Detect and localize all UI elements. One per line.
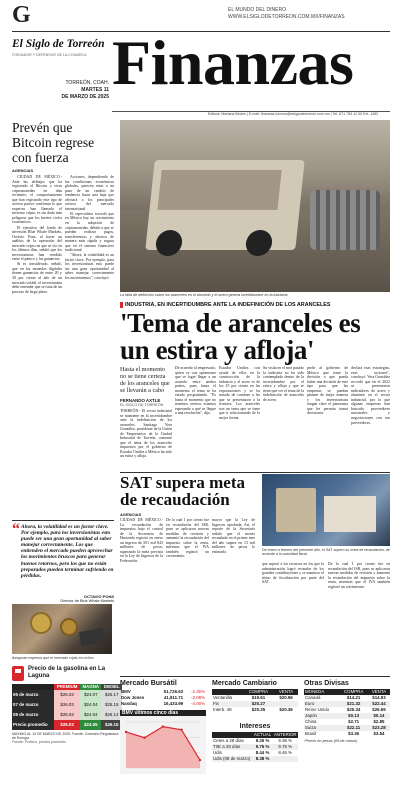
sat-photo-caption: De enero a febrero del presente año, el SAT superó su meta de recaudación, de acuerdo a la autoridad fiscal.: [262, 548, 390, 556]
divisas-header: VENTA: [371, 689, 387, 694]
rate-label: Cetes a 28 días: [213, 738, 244, 743]
currency-sell: $23.28: [372, 725, 386, 730]
mercado-cambiario: [212, 680, 298, 790]
currency-name: Brasil: [305, 731, 316, 736]
rate-actual: 8.38 %: [255, 756, 270, 761]
rate-prev: 8.46 %: [278, 750, 293, 755]
rate-actual: 8.44 %: [255, 750, 270, 755]
rate-buy: $20.35: [251, 707, 266, 712]
main-author-sub: EL SIGLO DE TORREÓN: [120, 403, 164, 407]
rate-prev: 9.36 %: [278, 738, 293, 743]
main-photo: [120, 120, 390, 292]
bitcoin-paragraph: Si es considerado, señaló, que en las monedas digitales tienen ganancias de entre 20 y 30 por ciento al año de un mercado volátil, el inversionista debe entender que se trata de un proceso de largo plazo.: [12, 262, 62, 294]
deck-column: [120, 366, 172, 459]
paper-logo: El Siglo de Torreón: [12, 38, 105, 50]
editor-line: Editora: Mariana Bedón | E-mail: finanzas-torreon@elsiglodetorreon.com.mx | Tel. 871 759 12 00 Ext. 1452: [208, 112, 379, 116]
fuel-note: MÁXIMO AL 10 DE MARZO DE 2025. Fuente: Comisión Reguladora de Energía: [12, 732, 119, 740]
bitcoin-paragraph: CIUDAD DE MÉXICO.- Ante las altibajos que ha registrado el Bitcoin y otras criptomonedas en días recientes, el comportamiento que han registrado este tipo de activos parece confirmar lo que expertos han llamado el invierno cripto, es sin duda más peligroso que los fuertes ciclos económicos.: [12, 175, 62, 225]
bmv-chart-title: BMV últimos cinco días: [120, 710, 206, 716]
rate-name: Fix: [213, 701, 219, 706]
currency-name: Reino Unido: [305, 707, 330, 712]
sat-photo: [262, 474, 390, 546]
cambiario-table: [212, 689, 298, 713]
sat-col-1: CIUDAD DE MÉXICO.- La recaudación de impuestos bajo el control de la Secretaría de Hacienda registró en enero un ingreso de 501 mil 843 millones de pesos, superando la meta prevista en la Ley de Ingresos de la Federación.: [120, 518, 163, 563]
steel-coils-shape: [310, 190, 380, 250]
divisas-table: [304, 689, 390, 737]
rate-name: Ventanilla: [213, 695, 233, 700]
fuel-title: Precio de la gasolina en La Laguna: [28, 666, 106, 679]
rates-title: Intereses: [239, 723, 271, 730]
cambiario-header: COMPRA: [248, 689, 269, 694]
fuel-date: 08 de marzo: [13, 712, 39, 717]
rate-actual: 9.75 %: [255, 744, 270, 749]
bitcoin-paragraph: Acciones, dependiendo de las condiciones económicas globales, parecen estar a un paso de un cambio de tendencia hacia una baja que afectará a los principales activos del mercado internacional.: [65, 175, 114, 211]
rate-buy: $19.61: [251, 695, 266, 700]
rate-sell: $20.56: [279, 695, 293, 700]
crypto-photo: [12, 604, 112, 654]
cambiario-title: Mercado Cambiario: [212, 680, 277, 687]
rate-sell: $20.36: [279, 707, 293, 712]
fuel-header: PREMIUM: [54, 684, 80, 690]
index-pct: -2.36%: [191, 689, 205, 694]
rate-actual: 9.25 %: [255, 738, 270, 743]
quote-mark-icon: “: [12, 521, 20, 538]
fuel-premium: $26.03: [54, 720, 80, 730]
bitcoin-headline: Prevén que Bitcoin regrese con fuerza: [12, 120, 95, 165]
sat-headline: SAT supera meta de recaudación: [120, 473, 245, 509]
bitcoin-paragraph: "Ahora, la volatilidad es un factor clave. Por ejemplo, para los inversionistas esto puede ser una gran oportunidad al saber manejar correctamente los movimientos", concluyó.: [65, 253, 114, 281]
bursatil-row: [120, 701, 206, 707]
fuel-magna: $24.05: [80, 720, 101, 730]
quote-role: Director de Blue Whale Markets: [60, 599, 114, 603]
main-col-3: Estados Unidos con ayuda de ellos en la construcción de la industria y el acero es de los 25 por ciento en las exportaciones y se ha tratado de contener a las que se presentaron a la frontera. Los aranceles son un tema que se tiene que ir solucionando de la mejor forma.: [219, 366, 260, 421]
gas-pump-icon: [12, 666, 24, 681]
main-author: FERNANDO AXTLE: [120, 398, 161, 403]
main-photo-caption: La falta de definición sobre los aranceles en el aluminio y el acero genera incertidumbre en la industria.: [120, 293, 289, 297]
fuel-diesel: $26.15: [101, 700, 122, 710]
chart-point: [143, 737, 145, 739]
index-value: 16,433.99: [163, 701, 184, 706]
fuel-premium: $26.03: [54, 700, 80, 710]
building-shape: [276, 488, 316, 532]
chart-point: [180, 729, 182, 731]
main-col-1: TORREÓN.- El sector industrial se mantiene en la incertidumbre ante la indefinición de los aranceles. Santiago Vera González, presidente de la Unión de Empresarios de la Ciudad Industrial de Torreón, comentó que el tema de los aranceles impuestos por el gobierno de Estados Unidos a México ha sido un estira y afloja.: [120, 409, 172, 459]
fuel-date: Precio promedio: [13, 722, 48, 727]
index-name: BMV: [121, 689, 131, 694]
currency-name: Japón: [305, 713, 317, 718]
rate-name: Interb. 48: [213, 707, 232, 712]
pull-quote-text: Ahora, la volatilidad es un factor clave. Por ejemplo, para los inversionistas esto puede ser una gran oportunidad al saber manejar correctamente. Los que entienden el mercado pueden aprovechar los movimientos bruscos para generar buenos retornos, pero los que no están preparados pueden terminar sufriendo en pérdidas.: [21, 524, 114, 579]
sign-shape: [324, 496, 376, 532]
rate-prev: [273, 756, 298, 762]
fuel-diesel: $26.15: [101, 720, 122, 730]
currency-name: Suiza: [305, 725, 316, 730]
bmv-line-chart: [120, 716, 206, 774]
main-col-6: declara esas estrategias, esas acciones", concluyó. Vera González recordó que en el 2022 se presentaron indicadores de acero y aluminio en el sector industrial, por lo que algunas empresas han buscado proveedores nacionales y negociaciones con sus proveedores.: [351, 366, 390, 425]
cambiario-row: [212, 707, 298, 713]
currency-sell: $2.85: [373, 719, 385, 724]
currency-sell: $3.54: [373, 731, 385, 736]
currency-sell: $26.69: [372, 707, 386, 712]
bitcoin-paragraph: El ejecutivo del fondo de inversión Blue Whale Markets, Octavio Pons, al hacer un análisis de la operación del mercado cripto en que se vio en los últimos días, señaló que los inversionistas han vendido entre el pánico y las ganancias.: [12, 225, 62, 262]
index-name: Nasdaq: [121, 701, 137, 706]
fuel-premium: $26.03: [54, 710, 80, 720]
truck-shape: [145, 160, 304, 250]
index-pct: -4.00%: [191, 701, 205, 706]
fuel-table: [12, 684, 122, 730]
main-deck: Hasta el momento no se tiene certeza de los aranceles que se llevarán a cabo: [120, 366, 170, 394]
sat-col-5: De la cual 1 por ciento fue en recaudación del ISR, pues se aplicaron nuevas medidas de revisión y aumentó la recaudación del impuesto sobre la renta, mientras que el IVA también registró un crecimiento.: [328, 562, 390, 589]
rate-prev: 9.75 %: [278, 744, 293, 749]
fuel-magna: $24.04: [80, 700, 101, 710]
currency-sell: $0.14: [373, 713, 385, 718]
rates-header: ACTUAL: [253, 732, 272, 737]
currency-sell: $22.44: [372, 701, 386, 706]
chart-point: [162, 725, 164, 727]
sat-body: [120, 512, 256, 672]
bitcoin-col-1: [12, 175, 62, 295]
sat-byline: AGENCIAS: [120, 512, 142, 517]
rates-row: [212, 756, 298, 762]
main-headline: 'Tema de aranceles es un estira y afloja': [120, 308, 361, 365]
fuel-header: DIESEL: [101, 684, 122, 690]
currency-buy: $3.36: [348, 731, 360, 736]
currency-buy: $14.21: [346, 695, 361, 700]
weekday: MARTES 11: [81, 87, 109, 93]
chart-point: [125, 731, 127, 733]
fuel-row: [12, 690, 122, 700]
bitcoin-col-2: [65, 175, 114, 295]
divisa-row: [304, 731, 390, 737]
cambiario-header: VENTA: [278, 689, 294, 694]
sat-col-4: que superó a los recursos en los que la administración logró recaudar de los grandes contribuyentes y se mantuvo el ritmo de fiscalización por parte del SAT.: [262, 562, 324, 585]
main-col-2: De acuerdo al empresario, quien ve con optimismo que se logre llegar a un acuerdo entre ambos países, pues hasta el momento el tema se ha estado posponiendo. "Es hasta el momento que no tenemos certeza, estamos esperando a qué se llegue a una resolución", dijo.: [175, 366, 216, 416]
fuel-date: 07 de marzo: [13, 702, 39, 707]
masthead: [0, 0, 400, 118]
section-letter: G: [12, 2, 31, 28]
rate-label: TIIE a 28 días: [213, 744, 241, 749]
divisas-header: MONEDA: [305, 689, 325, 694]
fuel-magna: $24.07: [80, 690, 101, 700]
index-value: 51,726.63: [163, 689, 184, 694]
coin-icon: [30, 612, 52, 634]
bitcoin-paragraph: El especialista recordó que en México hay un crecimiento en la adopción de criptomonedas, debido a que se pueden realizar pagos, transferencias y ahorros de manera más rápida y segura que en el sistema financiero tradicional.: [65, 211, 114, 253]
main-col-4: Su visita en el mes pasado la industria no ha sido contemplada dentro de la incertidumbre por el estira y afloja y que se tiene que ver el tema de la indefinición de aranceles de acero.: [263, 366, 304, 402]
city: TORREÓN, COAH.: [65, 80, 109, 86]
bitcoin-byline: AGENCIAS: [12, 168, 34, 173]
fuel-source: Fuente: Profeco, precios promedio: [12, 740, 66, 744]
fuel-prices: [12, 664, 122, 782]
main-kicker: INDUSTRIA, EN INCERTIDUMBRE ANTE LA INDEFINICIÓN DE LOS ARANCELES: [125, 302, 331, 308]
rate-label: Udis: [213, 750, 222, 755]
fuel-row: [12, 700, 122, 710]
fuel-header: MAGNA: [80, 684, 101, 690]
fuel-premium: $26.03: [54, 690, 80, 700]
currency-name: Euro: [305, 701, 315, 706]
currency-sell: $14.93: [372, 695, 386, 700]
fuel-row: [12, 710, 122, 720]
index-value: 41,911.71: [163, 695, 184, 700]
markets-top-rule: [120, 676, 390, 677]
tagline-2: WWW.ELSIGLODETORREON.COM.MX/FINANZAS: [228, 14, 345, 20]
section-title: Finanzas: [112, 27, 354, 98]
pull-quote: [12, 520, 114, 592]
fuel-diesel: $26.17: [101, 690, 122, 700]
currency-buy: $25.34: [346, 707, 361, 712]
quote-name: OCTAVIO PONS: [83, 594, 114, 599]
main-col-5: pedir al gobierno de México que tome la decisión o que pueda haber una decisión de este tipo para que las empresas se puedan planear de mejor manera y los inversionistas tengan claro el panorama que les permita tomar decisiones.: [307, 366, 348, 416]
main-body: [120, 366, 390, 466]
chart-area: [126, 727, 200, 768]
rates-table: [212, 732, 298, 762]
sat-col-3: mayor que la Ley de Ingresos aprobada. Así, el reporte de la Secretaría señala que el monto recaudado en el primer mes del año supera en 13 mil millones de pesos lo estimado.: [212, 518, 255, 554]
currency-buy: $22.11: [347, 725, 361, 730]
currency-buy: $2.71: [348, 719, 360, 724]
currency-buy: $21.32: [346, 701, 361, 706]
date: DE MARZO DE 2025: [61, 94, 109, 100]
rate-buy: $20.27: [251, 701, 266, 706]
otras-divisas: [304, 680, 390, 790]
currency-name: China: [305, 719, 317, 724]
divisas-note: *Precio en pesos (09 de marzo): [304, 739, 358, 743]
divisas-title: Otras Divisas: [304, 680, 349, 687]
fuel-date: 06 de marzo: [13, 692, 39, 697]
coin-icon: [60, 618, 78, 636]
index-pct: -2.08%: [191, 695, 205, 700]
crypto-photo-caption: Aseguran expertos que el mercado cripto es cíclico.: [12, 656, 95, 660]
tagline-1: EL MUNDO DEL DINERO: [228, 7, 286, 13]
sat-col-2: De la cual 1 por ciento fue en recaudación del ISR, pues se aplicaron nuevas medidas de revisión y aumentó la recaudación del impuesto sobre la renta, mientras que el IVA también registró un crecimiento.: [166, 518, 209, 559]
divisas-header: COMPRA: [344, 689, 364, 694]
rates-header: ANTERIOR: [273, 732, 297, 737]
fuel-row: [12, 720, 122, 730]
fuel-diesel: $26.14: [101, 710, 122, 720]
hand-shape: [79, 628, 105, 646]
chart-point: [199, 759, 201, 761]
currency-name: Canadá: [305, 695, 321, 700]
paper-sub: FORJADOR Y DEFENSOR DE LA COMARCA: [12, 53, 87, 57]
bursatil-title: Mercado Bursátil: [120, 680, 177, 687]
bursatil-table: [120, 689, 206, 707]
mercado-bursatil: [120, 680, 206, 790]
index-name: Dow Jones: [121, 695, 145, 700]
fuel-magna: $24.04: [80, 710, 101, 720]
currency-buy: $0.13: [348, 713, 360, 718]
rate-label: Udis (08 de marzo): [213, 756, 251, 761]
